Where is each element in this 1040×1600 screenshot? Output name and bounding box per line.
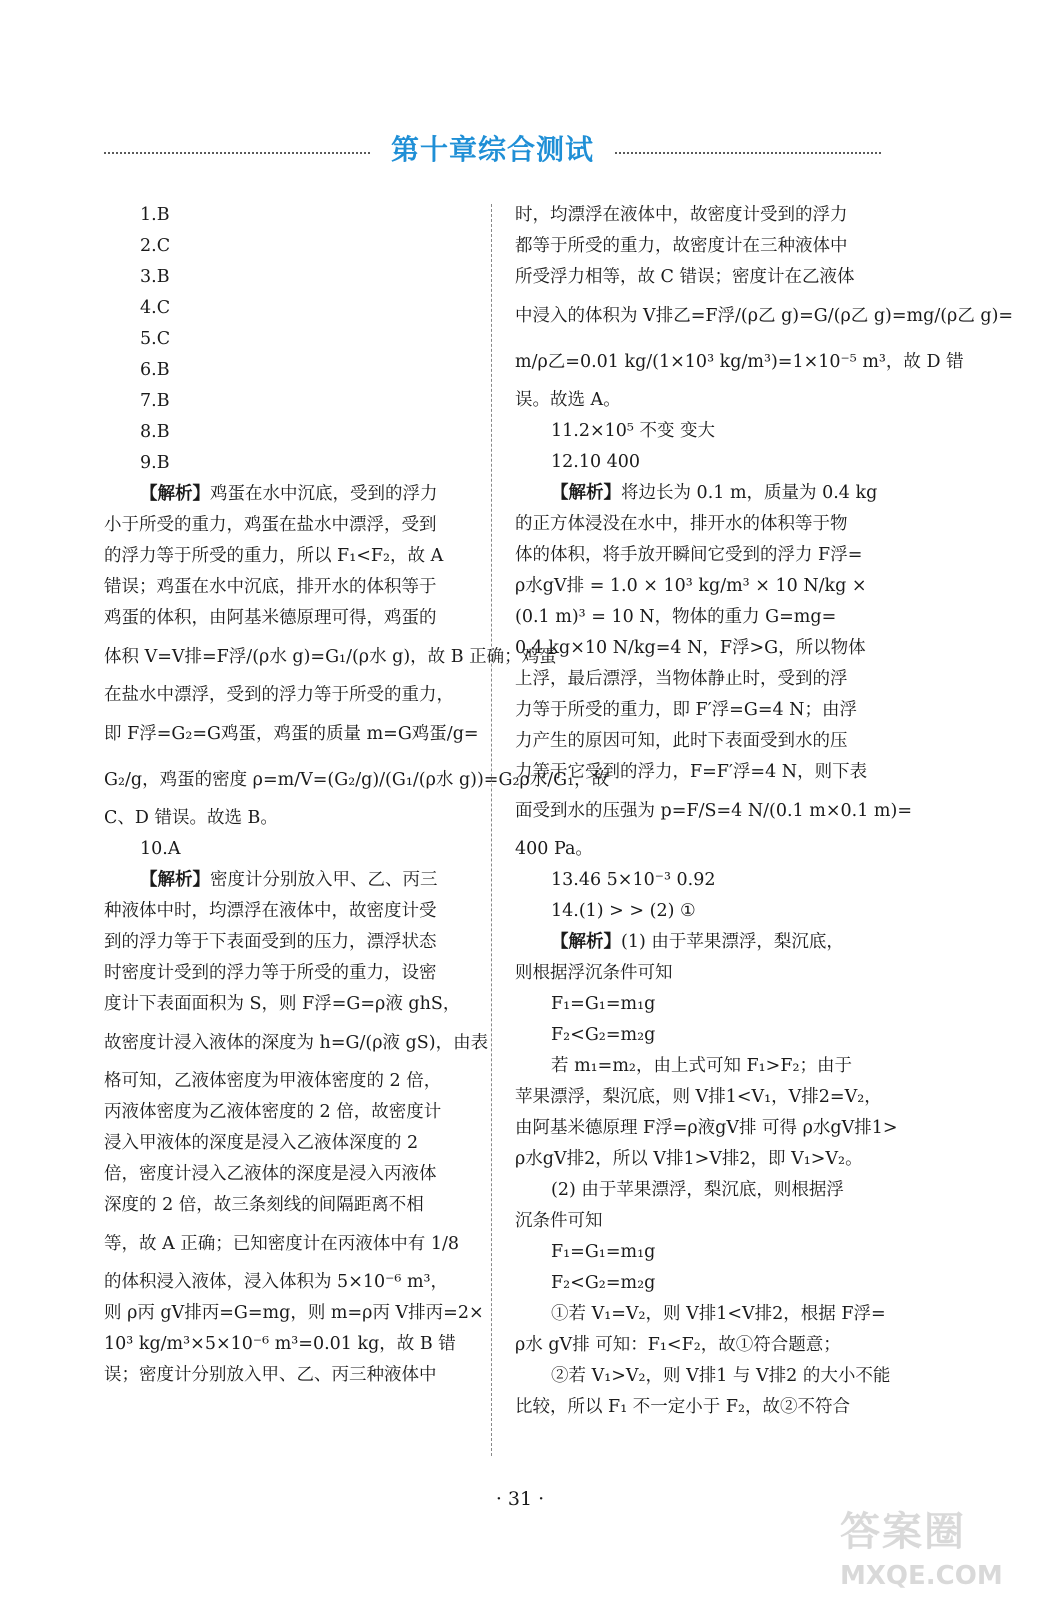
text-line [104, 834, 476, 865]
analysis-tag: 【解析】 [551, 483, 621, 503]
text-line [515, 633, 883, 664]
line-text: ②若 V₁>V₂，则 V排1 与 V排2 的大小不能 [551, 1366, 891, 1386]
text-line [104, 1190, 476, 1221]
line-text: 故密度计浸入液体的深度为 h=G/(ρ液 gS)，由表 [104, 1033, 489, 1053]
text-line [515, 896, 883, 927]
text-line [515, 958, 883, 989]
text-line [515, 200, 883, 231]
page-title: 第十章综合测试 [390, 133, 594, 166]
line-text: 上浮，最后漂浮，当物体静止时，受到的浮 [515, 669, 848, 689]
line-text: 将边长为 0.1 m，质量为 0.4 kg [621, 483, 878, 503]
line-text: 倍，密度计浸入乙液体的深度是浸入丙液体 [104, 1164, 437, 1184]
line-text: F₂<G₂=m₂g [551, 1273, 656, 1293]
text-line [104, 757, 610, 803]
text-line [515, 757, 883, 788]
text-line [104, 510, 476, 541]
analysis-tag: 【解析】 [140, 484, 210, 504]
text-line [104, 541, 476, 572]
text-line [104, 927, 476, 958]
text-line [104, 231, 476, 262]
line-text: 力等于所受的重力，即 F′浮=G=4 N；由浮 [515, 700, 857, 720]
line-text: 错误；鸡蛋在水中沉底，排开水的体积等于 [104, 577, 437, 597]
text-line [104, 1221, 476, 1267]
line-text: 面受到水的压强为 p=F/S=4 N/(0.1 m×0.1 m)= [515, 801, 912, 821]
text-line [104, 572, 476, 603]
text-line [104, 293, 476, 324]
text-line [104, 989, 476, 1020]
line-text: ①若 V₁=V₂，则 V排1<V排2，根据 F浮= [551, 1304, 886, 1324]
text-line [104, 634, 557, 680]
line-text: 400 Pa。 [515, 839, 593, 859]
line-text: 都等于所受的重力，故密度计在三种液体中 [515, 236, 848, 256]
text-line [515, 447, 883, 478]
line-text: 8.B [140, 422, 170, 442]
line-text: 即 F浮=G₂=G鸡蛋，鸡蛋的质量 m=G鸡蛋/g= [104, 724, 479, 744]
text-line [104, 1066, 476, 1097]
line-text: 5.C [140, 329, 171, 349]
line-text: 误。故选 A。 [515, 390, 621, 410]
watermark-text-cn: 答案圈 [840, 1509, 966, 1555]
text-line [515, 726, 883, 757]
header-dotted-rule-right [615, 152, 881, 154]
text-line [104, 1267, 476, 1298]
text-line [515, 1330, 883, 1361]
text-line [515, 478, 883, 509]
line-text: 等，故 A 正确；已知密度计在丙液体中有 1/8 [104, 1234, 459, 1254]
text-line [104, 262, 476, 293]
line-text: 的浮力等于所受的重力，所以 F₁<F₂，故 A [104, 546, 444, 566]
line-text: 若 m₁=m₂，由上式可知 F₁>F₂；由于 [551, 1056, 852, 1076]
text-line [104, 1329, 476, 1360]
text-line [104, 1128, 476, 1159]
line-text: 的体积浸入液体，浸入体积为 5×10⁻⁶ m³， [104, 1272, 449, 1292]
text-line [104, 711, 479, 757]
line-text: 浸入甲液体的深度是浸入乙液体深度的 2 [104, 1133, 419, 1153]
line-text: 密度计分别放入甲、乙、丙三 [210, 870, 438, 890]
line-text: 1.B [140, 205, 170, 225]
text-line [515, 1051, 883, 1082]
text-line [515, 231, 883, 262]
line-text: 体的体积，将手放开瞬间它受到的浮力 F浮= [515, 545, 863, 565]
text-line [515, 1206, 883, 1237]
line-text: 时密度计受到的浮力等于所受的重力，设密 [104, 963, 437, 983]
line-text: 格可知，乙液体密度为甲液体密度的 2 倍， [104, 1071, 442, 1091]
text-line [515, 540, 883, 571]
column-divider [491, 204, 492, 1456]
line-text: 种液体中时，均漂浮在液体中，故密度计受 [104, 901, 437, 921]
text-line [104, 680, 476, 711]
line-text: 10³ kg/m³×5×10⁻⁶ m³=0.01 kg，故 B 错 [104, 1334, 456, 1354]
text-line [515, 1082, 883, 1113]
line-text: 力等于它受到的浮力，F=F′浮=4 N，则下表 [515, 762, 868, 782]
text-line [104, 417, 476, 448]
line-text: 7.B [140, 391, 170, 411]
text-line [515, 1175, 883, 1206]
line-text: 13.46 5×10⁻³ 0.92 [551, 870, 716, 890]
text-line [515, 416, 883, 447]
line-text: 体积 V=V排=F浮/(ρ水 g)=G₁/(ρ水 g)，故 B 正确；鸡蛋 [104, 647, 557, 667]
line-text: m/ρ乙=0.01 kg/(1×10³ kg/m³)=1×10⁻⁵ m³，故 D 错 [515, 352, 964, 372]
line-text: C、D 错误。故选 B。 [104, 808, 278, 828]
text-line [515, 1268, 883, 1299]
line-text: 所受浮力相等，故 C 错误；密度计在乙液体 [515, 267, 855, 287]
text-line [104, 1298, 484, 1329]
line-text: 的正方体浸没在水中，排开水的体积等于物 [515, 514, 848, 534]
line-text: ρ水 gV排 可知：F₁<F₂，故①符合题意； [515, 1335, 841, 1355]
line-text: 度计下表面面积为 S，则 F浮=G=ρ液 ghS， [104, 994, 461, 1014]
line-text: 12.10 400 [551, 452, 641, 472]
line-text: 在盐水中漂浮，受到的浮力等于所受的重力， [104, 685, 454, 705]
text-line [515, 989, 883, 1020]
line-text: 14.(1) > > (2) ① [551, 901, 696, 921]
text-line [515, 293, 1014, 339]
line-text: (2) 由于苹果漂浮，梨沉底，则根据浮 [551, 1180, 844, 1200]
line-text: 中浸入的体积为 V排乙=F浮/(ρ乙 g)=G/(ρ乙 g)=mg/(ρ乙 g)= [515, 306, 1014, 326]
line-text: 力产生的原因可知，此时下表面受到水的压 [515, 731, 848, 751]
text-line [104, 448, 476, 479]
text-line [515, 262, 883, 293]
watermark-logo [840, 1500, 1018, 1596]
text-line [515, 834, 883, 865]
watermark-text-en: MXQE.COM [840, 1561, 1003, 1591]
text-line [515, 339, 964, 385]
line-text: (1) 由于苹果漂浮，梨沉底， [621, 932, 844, 952]
text-line [515, 695, 883, 726]
text-line [515, 602, 883, 633]
line-text: 深度的 2 倍，故三条刻线的间隔距离不相 [104, 1195, 424, 1215]
text-line [104, 803, 476, 834]
text-line [104, 1159, 476, 1190]
text-line [515, 385, 883, 416]
text-line [104, 865, 476, 896]
line-text: 4.C [140, 298, 171, 318]
line-text: 则根据浮沉条件可知 [515, 963, 673, 983]
text-line [104, 603, 476, 634]
text-line [515, 1113, 898, 1144]
line-text: 鸡蛋在水中沉底，受到的浮力 [210, 484, 438, 504]
text-line [515, 1361, 891, 1392]
text-line [515, 1299, 886, 1330]
text-line [104, 324, 476, 355]
line-text: 10.A [140, 839, 181, 859]
line-text: 0.4 kg×10 N/kg=4 N，F浮>G，所以物体 [515, 638, 866, 658]
text-line [515, 509, 883, 540]
right-column [515, 200, 1014, 1423]
text-line [104, 958, 476, 989]
text-line [515, 865, 883, 896]
line-text: 则 ρ丙 gV排丙=G=mg，则 m=ρ丙 V排丙=2× [104, 1303, 484, 1323]
page-number: · 31 · [495, 1488, 545, 1510]
text-line [515, 664, 883, 695]
text-line [515, 1237, 883, 1268]
line-text: 苹果漂浮，梨沉底，则 V排1<V₁，V排2=V₂， [515, 1087, 882, 1107]
line-text: 6.B [140, 360, 170, 380]
line-text: F₂<G₂=m₂g [551, 1025, 656, 1045]
line-text: ρ水gV排 = 1.0 × 10³ kg/m³ × 10 N/kg × [515, 576, 867, 596]
line-text: 到的浮力等于下表面受到的压力，漂浮状态 [104, 932, 437, 952]
text-line [515, 788, 912, 834]
line-text: (0.1 m)³ = 10 N，物体的重力 G=mg= [515, 607, 837, 627]
text-line [104, 896, 476, 927]
line-text: G₂/g，鸡蛋的密度 ρ=m/V=(G₂/g)/(G₁/(ρ水 g))=G₂ρ水/G₁，故 [104, 770, 610, 790]
line-text: F₁=G₁=m₁g [551, 994, 656, 1014]
text-line [515, 1144, 883, 1175]
text-line [104, 386, 476, 417]
text-line [104, 355, 476, 386]
line-text: F₁=G₁=m₁g [551, 1242, 656, 1262]
text-line [515, 571, 883, 602]
line-text: 3.B [140, 267, 170, 287]
line-text: 沉条件可知 [515, 1211, 603, 1231]
text-line [104, 479, 476, 510]
line-text: ρ水gV排2，所以 V排1>V排2，即 V₁>V₂。 [515, 1149, 863, 1169]
text-line [104, 1360, 476, 1391]
line-text: 误；密度计分别放入甲、乙、丙三种液体中 [104, 1365, 437, 1385]
text-line [515, 1392, 883, 1423]
text-line [104, 1020, 489, 1066]
text-line [104, 1097, 476, 1128]
line-text: 丙液体密度为乙液体密度的 2 倍，故密度计 [104, 1102, 442, 1122]
text-line [515, 927, 883, 958]
line-text: 小于所受的重力，鸡蛋在盐水中漂浮，受到 [104, 515, 437, 535]
text-line [104, 200, 476, 231]
line-text: 鸡蛋的体积，由阿基米德原理可得，鸡蛋的 [104, 608, 437, 628]
text-line [515, 1020, 883, 1051]
line-text: 比较，所以 F₁ 不一定小于 F₂，故②不符合 [515, 1397, 851, 1417]
line-text: 时，均漂浮在液体中，故密度计受到的浮力 [515, 205, 848, 225]
line-text: 由阿基米德原理 F浮=ρ液gV排 可得 ρ水gV排1> [515, 1118, 898, 1138]
chapter-header [100, 128, 885, 176]
line-text: 9.B [140, 453, 170, 473]
line-text: 11.2×10⁵ 不变 变大 [551, 421, 716, 441]
analysis-tag: 【解析】 [551, 932, 621, 952]
line-text: 2.C [140, 236, 171, 256]
analysis-tag: 【解析】 [140, 870, 210, 890]
